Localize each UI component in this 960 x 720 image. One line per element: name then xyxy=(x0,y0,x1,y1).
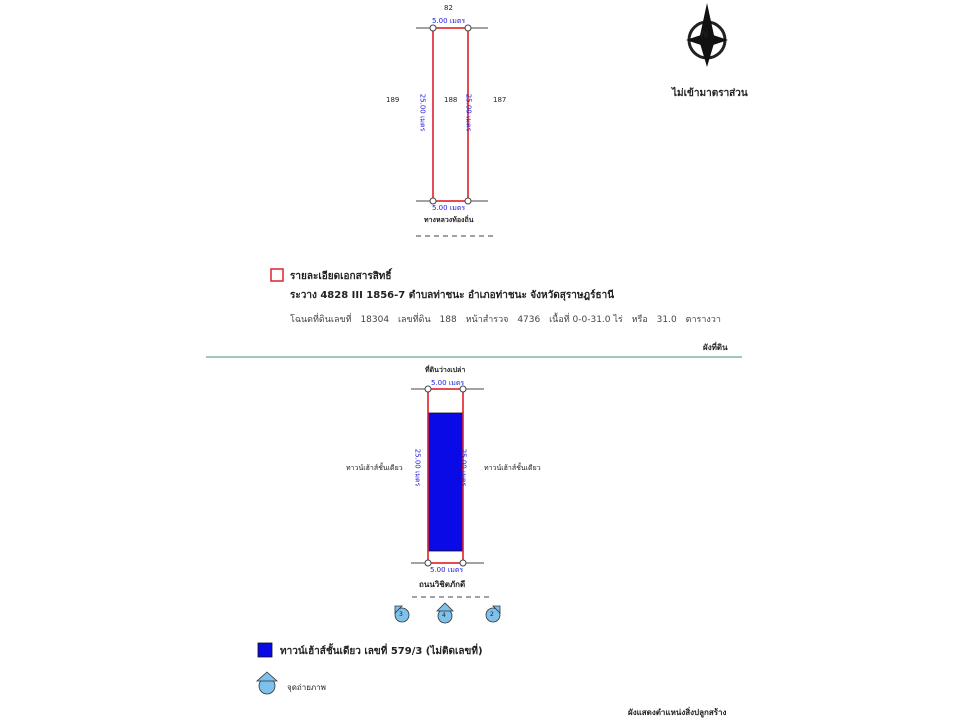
top-road-label: ทางหลวงท้องถิ่น xyxy=(424,216,474,224)
deed-label: เลขที่ดิน xyxy=(397,315,431,325)
left-length-label: 25.00 เมตร xyxy=(413,448,422,487)
right-length-label: 25.00 เมตร xyxy=(464,93,473,132)
deed-value: 4736 xyxy=(517,315,541,325)
corner-marker xyxy=(465,198,471,204)
building-legend-label: ทาวน์เฮ้าส์ชั้นเดียว เลขที่ 579/3 (ไม่ติดเลขที่) xyxy=(280,646,483,657)
photo-point-legend-icon xyxy=(257,672,277,694)
left-length-label: 25.00 เมตร xyxy=(418,93,427,132)
right-length-label: 25.00 เมตร xyxy=(459,448,468,487)
top-neighbor-number: 82 xyxy=(444,4,453,12)
photo-point-number: 4 xyxy=(442,612,446,619)
top-width-label: 5.00 เมตร xyxy=(432,17,466,25)
deed-value: 18304 xyxy=(360,315,390,325)
bottom-road-label: ถนนวิชิตภักดี xyxy=(419,580,466,589)
deed-location: ระวาง 4828 III 1856-7 ตำบลท่าชนะ อำเภอท่าชนะ จังหวัดสุราษฎร์ธานี xyxy=(290,290,615,301)
land-plan-label: ผังที่ดิน xyxy=(703,343,728,352)
deed-label: หน้าสำรวจ xyxy=(465,315,509,325)
photo-point-number: 2 xyxy=(490,611,494,618)
building-legend-square xyxy=(258,643,272,657)
top-neighbor-label: ที่ดินว่างเปล่า xyxy=(425,366,466,374)
deed-title: รายละเอียดเอกสารสิทธิ์ xyxy=(290,271,392,282)
left-neighbor-label: ทาวน์เฮ้าส์ชั้นเดียว xyxy=(346,464,403,472)
deed-label: ตารางวา xyxy=(685,315,721,325)
left-neighbor-number: 189 xyxy=(386,96,400,104)
top-width-label: 5.00 เมตร xyxy=(431,379,465,387)
photo-point-number: 3 xyxy=(399,611,403,618)
deed-value: 31.0 xyxy=(656,315,677,325)
corner-marker xyxy=(465,25,471,31)
north-label: N xyxy=(701,30,708,40)
deed-area: เนื้อที่ 0-0-31.0 ไร่ xyxy=(549,315,623,325)
plan-caption: ผังแสดงตำแหน่งสิ่งปลูกสร้าง xyxy=(628,708,727,717)
right-neighbor-number: 187 xyxy=(493,96,507,104)
deed-legend-square xyxy=(271,269,283,281)
deed-label: หรือ xyxy=(631,315,648,325)
parcel-number: 188 xyxy=(444,96,458,104)
scale-note: ไม่เข้ามาตราส่วน xyxy=(672,88,748,99)
deed-value: 188 xyxy=(439,315,457,325)
photo-point-legend-label: จุดถ่ายภาพ xyxy=(287,683,326,692)
deed-fields xyxy=(290,312,727,326)
bottom-width-label: 5.00 เมตร xyxy=(432,204,466,212)
deed-label: โฉนดที่ดินเลขที่ xyxy=(290,315,352,325)
right-neighbor-label: ทาวน์เฮ้าส์ชั้นเดียว xyxy=(484,464,541,472)
bottom-width-label: 5.00 เมตร xyxy=(430,566,464,574)
